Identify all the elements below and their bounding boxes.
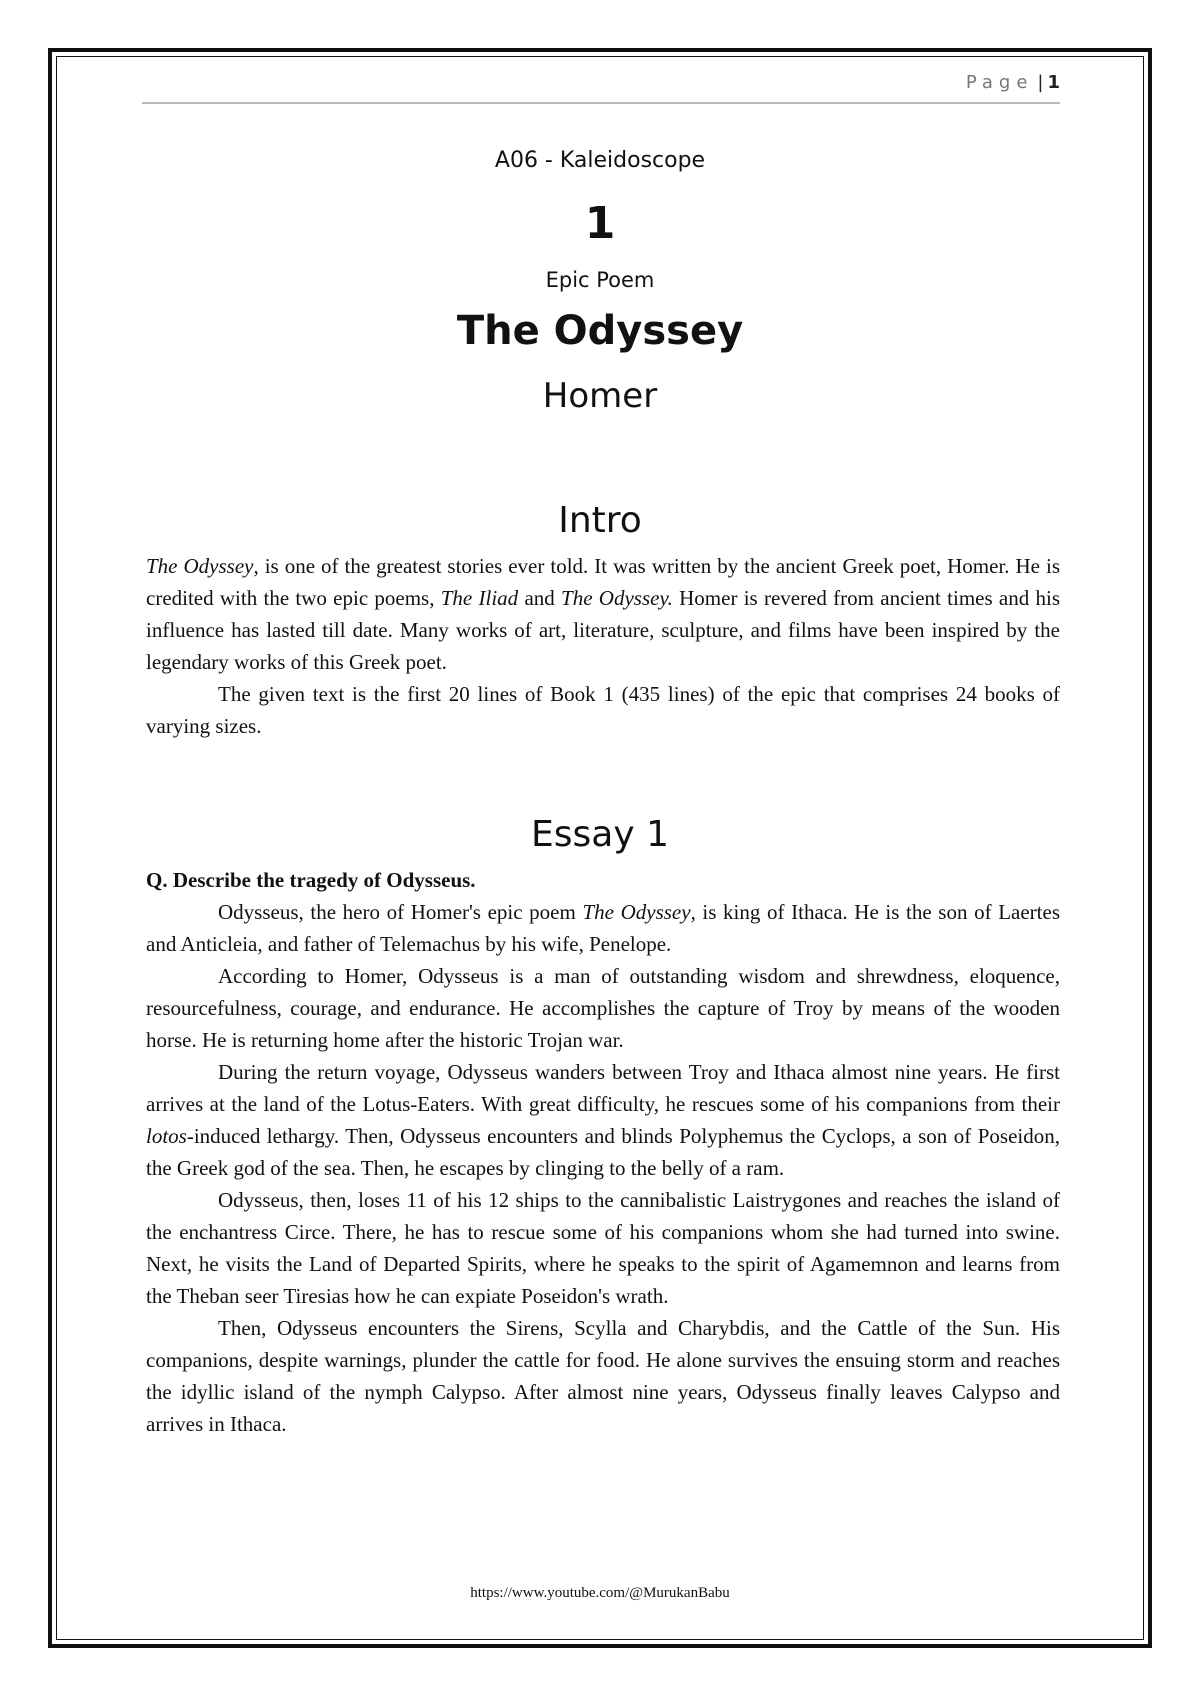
intro-paragraph-1 bbox=[146, 550, 1060, 678]
work-title: The Odyssey bbox=[456, 308, 744, 354]
page-number-label bbox=[966, 72, 1060, 93]
text-run: -induced lethargy. Then, Odysseus encounters and blinds Polyphemus the Cyclops, a son of Poseidon, the Greek god of the sea. Then, he escapes by clinging to the belly of a ram. bbox=[146, 1124, 1060, 1180]
text-run: During the return voyage, Odysseus wanders between Troy and Ithaca almost nine years. He first arrives at the land of the Lotus-Eaters. With great difficulty, he rescues some of his companions from their bbox=[146, 1060, 1060, 1116]
italic-title: The Odyssey bbox=[146, 554, 254, 578]
page-word: Page bbox=[965, 72, 1034, 93]
essay-paragraph-4: Odysseus, then, loses 11 of his 12 ships to the cannibalistic Laistrygones and reaches the island of the enchantress Circe. There, he has to rescue some of his companions whom she had turned into swine. Next, he visits the Land of Departed Spirits, where he speaks to the spirit of Agamemnon and learns from the Theban seer Tiresias how he can expiate Poseidon's wrath. bbox=[146, 1188, 1060, 1308]
text-run: , is king of Ithaca. He is the son of Laertes and Anticleia, and father of Telemachus by his wife, Penelope. bbox=[146, 900, 1060, 956]
genre-label: Epic Poem bbox=[545, 268, 655, 292]
essay-paragraph-3 bbox=[146, 1056, 1060, 1184]
text-run: and bbox=[518, 586, 562, 610]
essay-paragraph-1 bbox=[146, 896, 1060, 960]
essay-paragraph-2: According to Homer, Odysseus is a man of outstanding wisdom and shrewdness, eloquence, resourcefulness, courage, and endurance. He accomplishes the capture of Troy by means of the wooden horse. He is returning home after the historic Trojan war. bbox=[146, 964, 1060, 1052]
italic-title: The Odyssey. bbox=[561, 586, 673, 610]
text-run: Odysseus, the hero of Homer's epic poem bbox=[218, 900, 583, 924]
footer-link[interactable]: https://www.youtube.com/@MurukanBabu bbox=[470, 1585, 730, 1601]
intro-paragraph-2: The given text is the first 20 lines of Book 1 (435 lines) of the epic that comprises 24 books of varying sizes. bbox=[146, 682, 1060, 738]
page-number: 1 bbox=[1047, 72, 1060, 93]
essay-question: Q. Describe the tragedy of Odysseus. bbox=[146, 868, 476, 892]
italic-title: The Iliad bbox=[440, 586, 519, 610]
page-separator: | bbox=[1037, 72, 1044, 93]
chapter-number: 1 bbox=[584, 198, 616, 249]
italic-word: lotos bbox=[146, 1124, 187, 1148]
intro-section bbox=[146, 550, 1060, 742]
italic-title: The Odyssey bbox=[582, 900, 691, 924]
essay-section bbox=[146, 864, 1060, 1440]
intro-heading: Intro bbox=[558, 500, 642, 541]
author-name: Homer bbox=[542, 376, 658, 416]
text-run: Homer is revered from ancient times and his influence has lasted till date. Many works of art, literature, sculpture, and films have been inspired by the legendary works of this Greek poet. bbox=[146, 586, 1060, 674]
essay-paragraph-5: Then, Odysseus encounters the Sirens, Scylla and Charybdis, and the Cattle of the Sun. His companions, despite warnings, plunder the cattle for food. He alone survives the ensuing storm and reaches the idyllic island of the nymph Calypso. After almost nine years, Odysseus finally leaves Calypso and arrives in Ithaca. bbox=[146, 1316, 1060, 1436]
series-title: A06 - Kaleidoscope bbox=[494, 148, 706, 173]
page-header bbox=[142, 72, 1060, 104]
essay-heading: Essay 1 bbox=[531, 814, 669, 855]
text-run: , is one of the greatest stories ever told. It was written by the ancient Greek poet, Homer. He is credited with the two epic poems, bbox=[146, 554, 1060, 610]
